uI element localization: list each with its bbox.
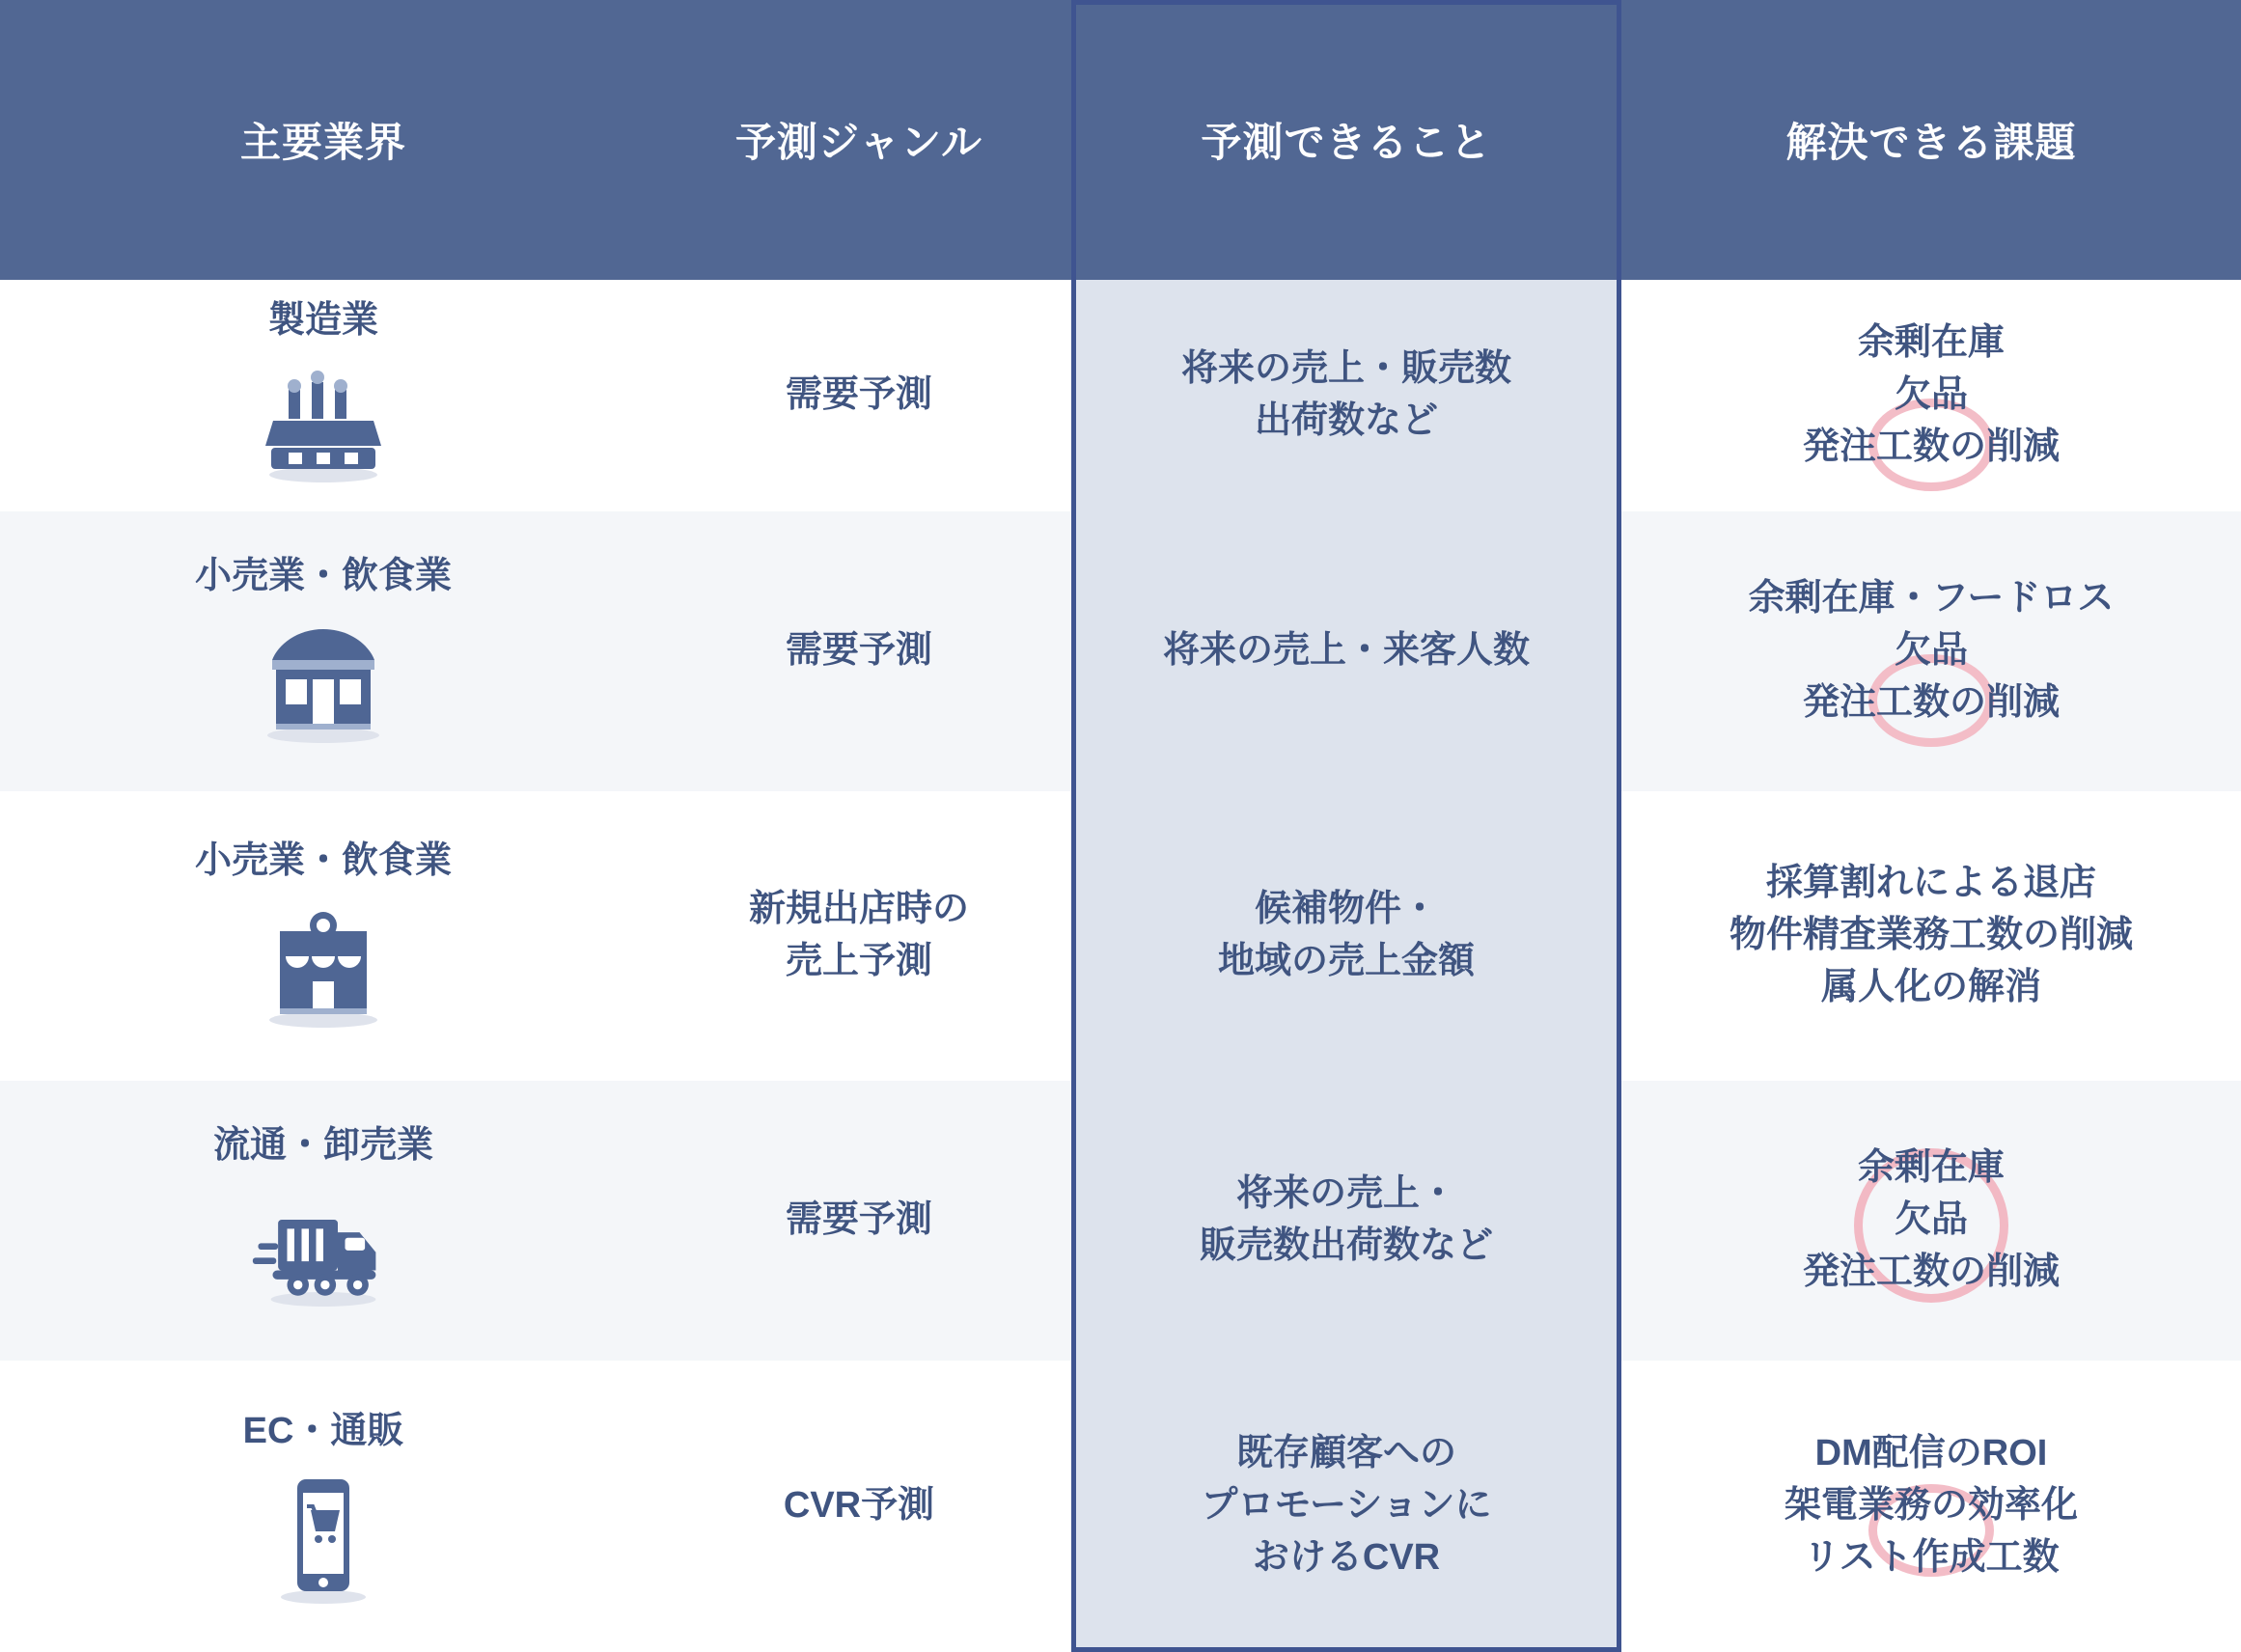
- issue-line: 属人化の解消: [1820, 966, 2041, 1007]
- table-row: [0, 1361, 2241, 1652]
- cafe-icon: [251, 892, 396, 1036]
- table-row: [0, 791, 2241, 1081]
- cell-issues: [1621, 1081, 2241, 1361]
- predictable-line: おけるCVR: [1252, 1536, 1441, 1578]
- predictable-line: 地域の売上金額: [1217, 941, 1475, 981]
- header-row: [0, 0, 2241, 280]
- issue-line: 採算割れによる退店: [1765, 863, 2096, 904]
- cell-predictable: [1071, 280, 1621, 511]
- issue-line: リスト作成工数: [1803, 1536, 2060, 1578]
- predictable-line: 候補物件・: [1254, 889, 1438, 930]
- predictable-line: 既存顧客への: [1235, 1433, 1456, 1474]
- industry-label: 小売業・飲食業: [194, 840, 452, 882]
- table-head: [0, 0, 2241, 280]
- cell-industry: [0, 791, 647, 1081]
- factory-icon: [251, 351, 396, 496]
- issue-line: 発注工数の削減: [1802, 426, 2060, 467]
- predictable-line: プロモーションに: [1201, 1485, 1492, 1527]
- cell-genre: 需要予測: [647, 511, 1071, 791]
- predictable-line: 将来の売上・販売数: [1180, 348, 1511, 390]
- issue-line: DM配信のROI: [1814, 1433, 2048, 1474]
- table-row: [0, 1081, 2241, 1361]
- genre-line: 売上予測: [785, 941, 932, 981]
- smartphone-cart-icon: [251, 1462, 396, 1607]
- predictable-line: 販売数出荷数など: [1199, 1225, 1493, 1266]
- cell-industry: [0, 280, 647, 511]
- issue-line: 発注工数の削減: [1802, 681, 2060, 723]
- cell-genre: [647, 791, 1071, 1081]
- issue-line: 欠品: [1894, 374, 1968, 416]
- table-row: [0, 511, 2241, 791]
- issue-line: 余剰在庫: [1857, 322, 2005, 364]
- issue-line: 欠品: [1894, 630, 1968, 672]
- issue-line: 余剰在庫・フードロス: [1748, 578, 2115, 620]
- header-cell-industry: 主要業界: [0, 0, 647, 280]
- genre-line: 新規出店時の: [748, 889, 969, 930]
- cell-genre: 需要予測: [647, 280, 1071, 511]
- header-cell-genre: 予測ジャンル: [647, 0, 1071, 280]
- industry-label: 小売業・飲食業: [194, 556, 452, 597]
- issue-line: 欠品: [1894, 1199, 1968, 1241]
- predictable-line: 出荷数など: [1254, 400, 1438, 441]
- cell-issues: [1621, 511, 2241, 791]
- cell-industry: [0, 1361, 647, 1652]
- predictable-line: 将来の売上・: [1235, 1173, 1456, 1215]
- cell-industry: [0, 511, 647, 791]
- predictable-line: 将来の売上・来客人数: [1162, 630, 1530, 672]
- cell-predictable: [1071, 511, 1621, 791]
- industry-label: EC・通販: [242, 1411, 404, 1452]
- issue-line: 発注工数の削減: [1802, 1251, 2060, 1292]
- cell-predictable: [1071, 1361, 1621, 1652]
- storefront-icon: [251, 607, 396, 752]
- cell-genre: CVR予測: [647, 1361, 1071, 1652]
- cell-predictable: [1071, 791, 1621, 1081]
- table-body: [0, 280, 2241, 1652]
- truck-icon: [251, 1176, 396, 1321]
- cell-issues: [1621, 1361, 2241, 1652]
- industry-label: 製造業: [267, 300, 378, 342]
- issue-line: 架電業務の効率化: [1784, 1485, 2078, 1527]
- cell-genre: 需要予測: [647, 1081, 1071, 1361]
- header-cell-issues: 解決できる課題: [1621, 0, 2241, 280]
- cell-issues: [1621, 791, 2241, 1081]
- cell-industry: [0, 1081, 647, 1361]
- issue-line: 物件精査業務工数の削減: [1729, 915, 2133, 956]
- cell-issues: [1621, 280, 2241, 511]
- industry-label: 流通・卸売業: [212, 1125, 433, 1167]
- header-cell-predictable: 予測できること: [1071, 0, 1621, 280]
- cell-predictable: [1071, 1081, 1621, 1361]
- issue-line: 余剰在庫: [1857, 1147, 2005, 1189]
- table-row: [0, 280, 2241, 511]
